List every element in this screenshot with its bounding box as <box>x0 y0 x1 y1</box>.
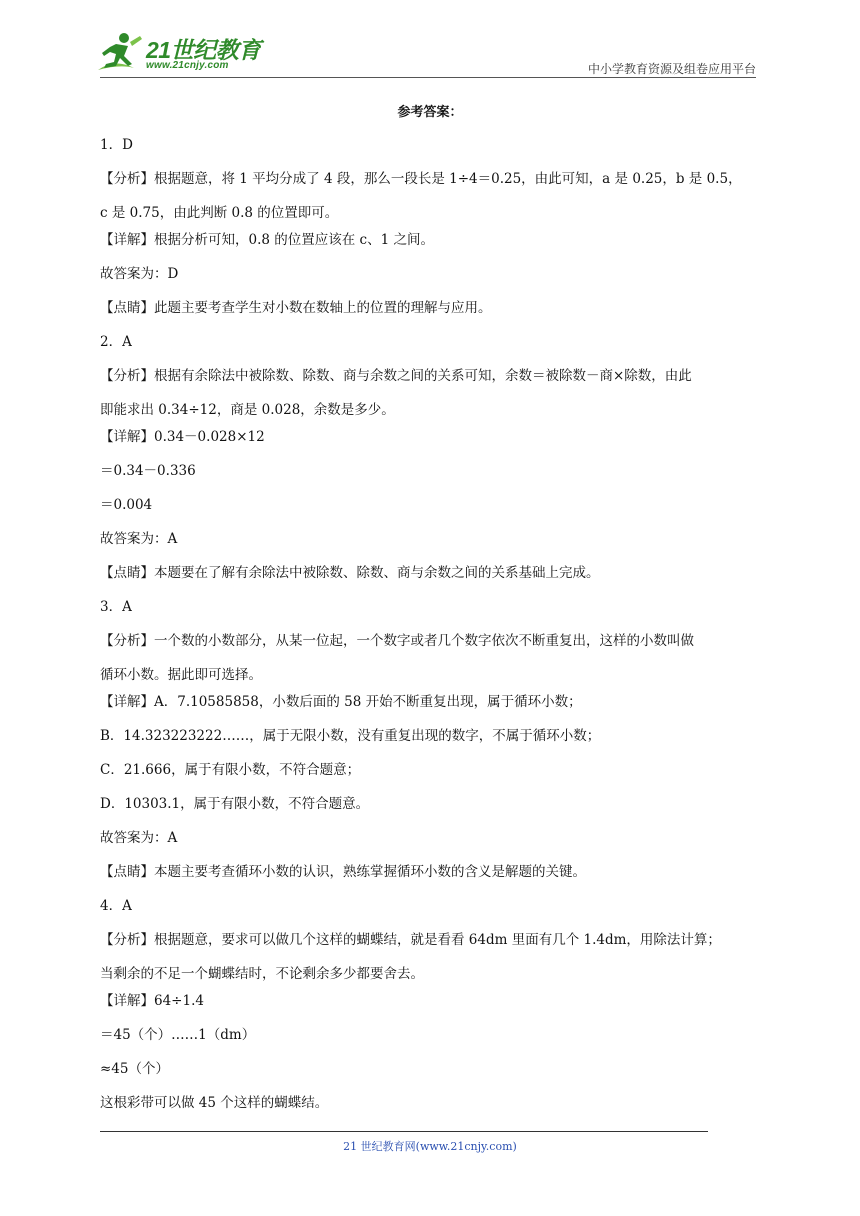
text-line: 【点睛】本题主要考查循环小数的认识，熟练掌握循环小数的含义是解题的关键。 <box>100 864 586 880</box>
text-line: 即能求出 0.34÷12，商是 0.028，余数是多少。 <box>100 402 395 418</box>
text-line: 【点睛】本题要在了解有余除法中被除数、除数、商与余数之间的关系基础上完成。 <box>100 565 600 581</box>
text-line: B．14.323223222……，属于无限小数，没有重复出现的数字，不属于循环小数； <box>100 728 601 744</box>
text-line: 【分析】根据题意，要求可以做几个这样的蝴蝶结，就是看看 64dm 里面有几个 1.4dm，用除法计算； <box>100 932 721 948</box>
text-line: c 是 0.75，由此判断 0.8 的位置即可。 <box>100 205 339 221</box>
text-line: 4．A <box>100 898 132 914</box>
text-line: 【详解】0.34－0.028×12 <box>100 429 265 445</box>
footer-divider <box>100 1131 708 1132</box>
logo <box>94 30 264 78</box>
platform-name: 中小学教育资源及组卷应用平台 <box>587 62 756 76</box>
text-line: ＝0.004 <box>100 497 153 513</box>
text-line: 【详解】64÷1.4 <box>100 993 204 1009</box>
logo-url: www.21cnjy.com <box>146 60 229 71</box>
text-line: 【分析】一个数的小数部分，从某一位起，一个数字或者几个数字依次不断重复出，这样的小数叫做 <box>100 633 694 649</box>
text-line: D．10303.1，属于有限小数，不符合题意。 <box>100 796 370 812</box>
text-line: ≈45（个） <box>100 1061 169 1077</box>
text-line: 【分析】根据有余除法中被除数、除数、商与余数之间的关系可知，余数＝被除数－商×除数，由此 <box>100 368 692 384</box>
text-line: C．21.666，属于有限小数，不符合题意； <box>100 762 361 778</box>
text-line: 故答案为：D <box>100 266 179 282</box>
text-line: 1．D <box>100 137 133 153</box>
answer-content <box>100 128 764 1120</box>
text-line: 循环小数。据此即可选择。 <box>100 667 262 683</box>
text-line: 故答案为：A <box>100 531 178 547</box>
runner-logo-icon <box>94 30 146 76</box>
text-line: 【详解】根据分析可知，0.8 的位置应该在 c、1 之间。 <box>100 232 434 248</box>
text-line: 2．A <box>100 334 132 350</box>
page-header <box>94 30 756 78</box>
text-line: ＝45（个）……1（dm） <box>100 1027 256 1043</box>
text-line: 当剩余的不足一个蝴蝶结时，不论剩余多少都要舍去。 <box>100 966 424 982</box>
footer-text: 21 世纪教育网(www.21cnjy.com) <box>343 1140 517 1153</box>
page-title: 参考答案： <box>397 105 463 120</box>
logo-text: 21世纪教育 <box>146 37 261 63</box>
text-line: ＝0.34－0.336 <box>100 463 196 479</box>
text-line: 故答案为：A <box>100 830 178 846</box>
header-divider <box>100 77 756 78</box>
text-line: 3．A <box>100 599 132 615</box>
text-line: 【分析】根据题意，将 1 平均分成了 4 段，那么一段长是 1÷4＝0.25，由此可知，a 是 0.25，b 是 0.5， <box>100 171 742 187</box>
text-line: 这根彩带可以做 45 个这样的蝴蝶结。 <box>100 1095 329 1111</box>
text-line: 【点睛】此题主要考查学生对小数在数轴上的位置的理解与应用。 <box>100 300 492 316</box>
text-line: 【详解】A．7.10585858，小数后面的 58 开始不断重复出现，属于循环小数； <box>100 694 582 710</box>
